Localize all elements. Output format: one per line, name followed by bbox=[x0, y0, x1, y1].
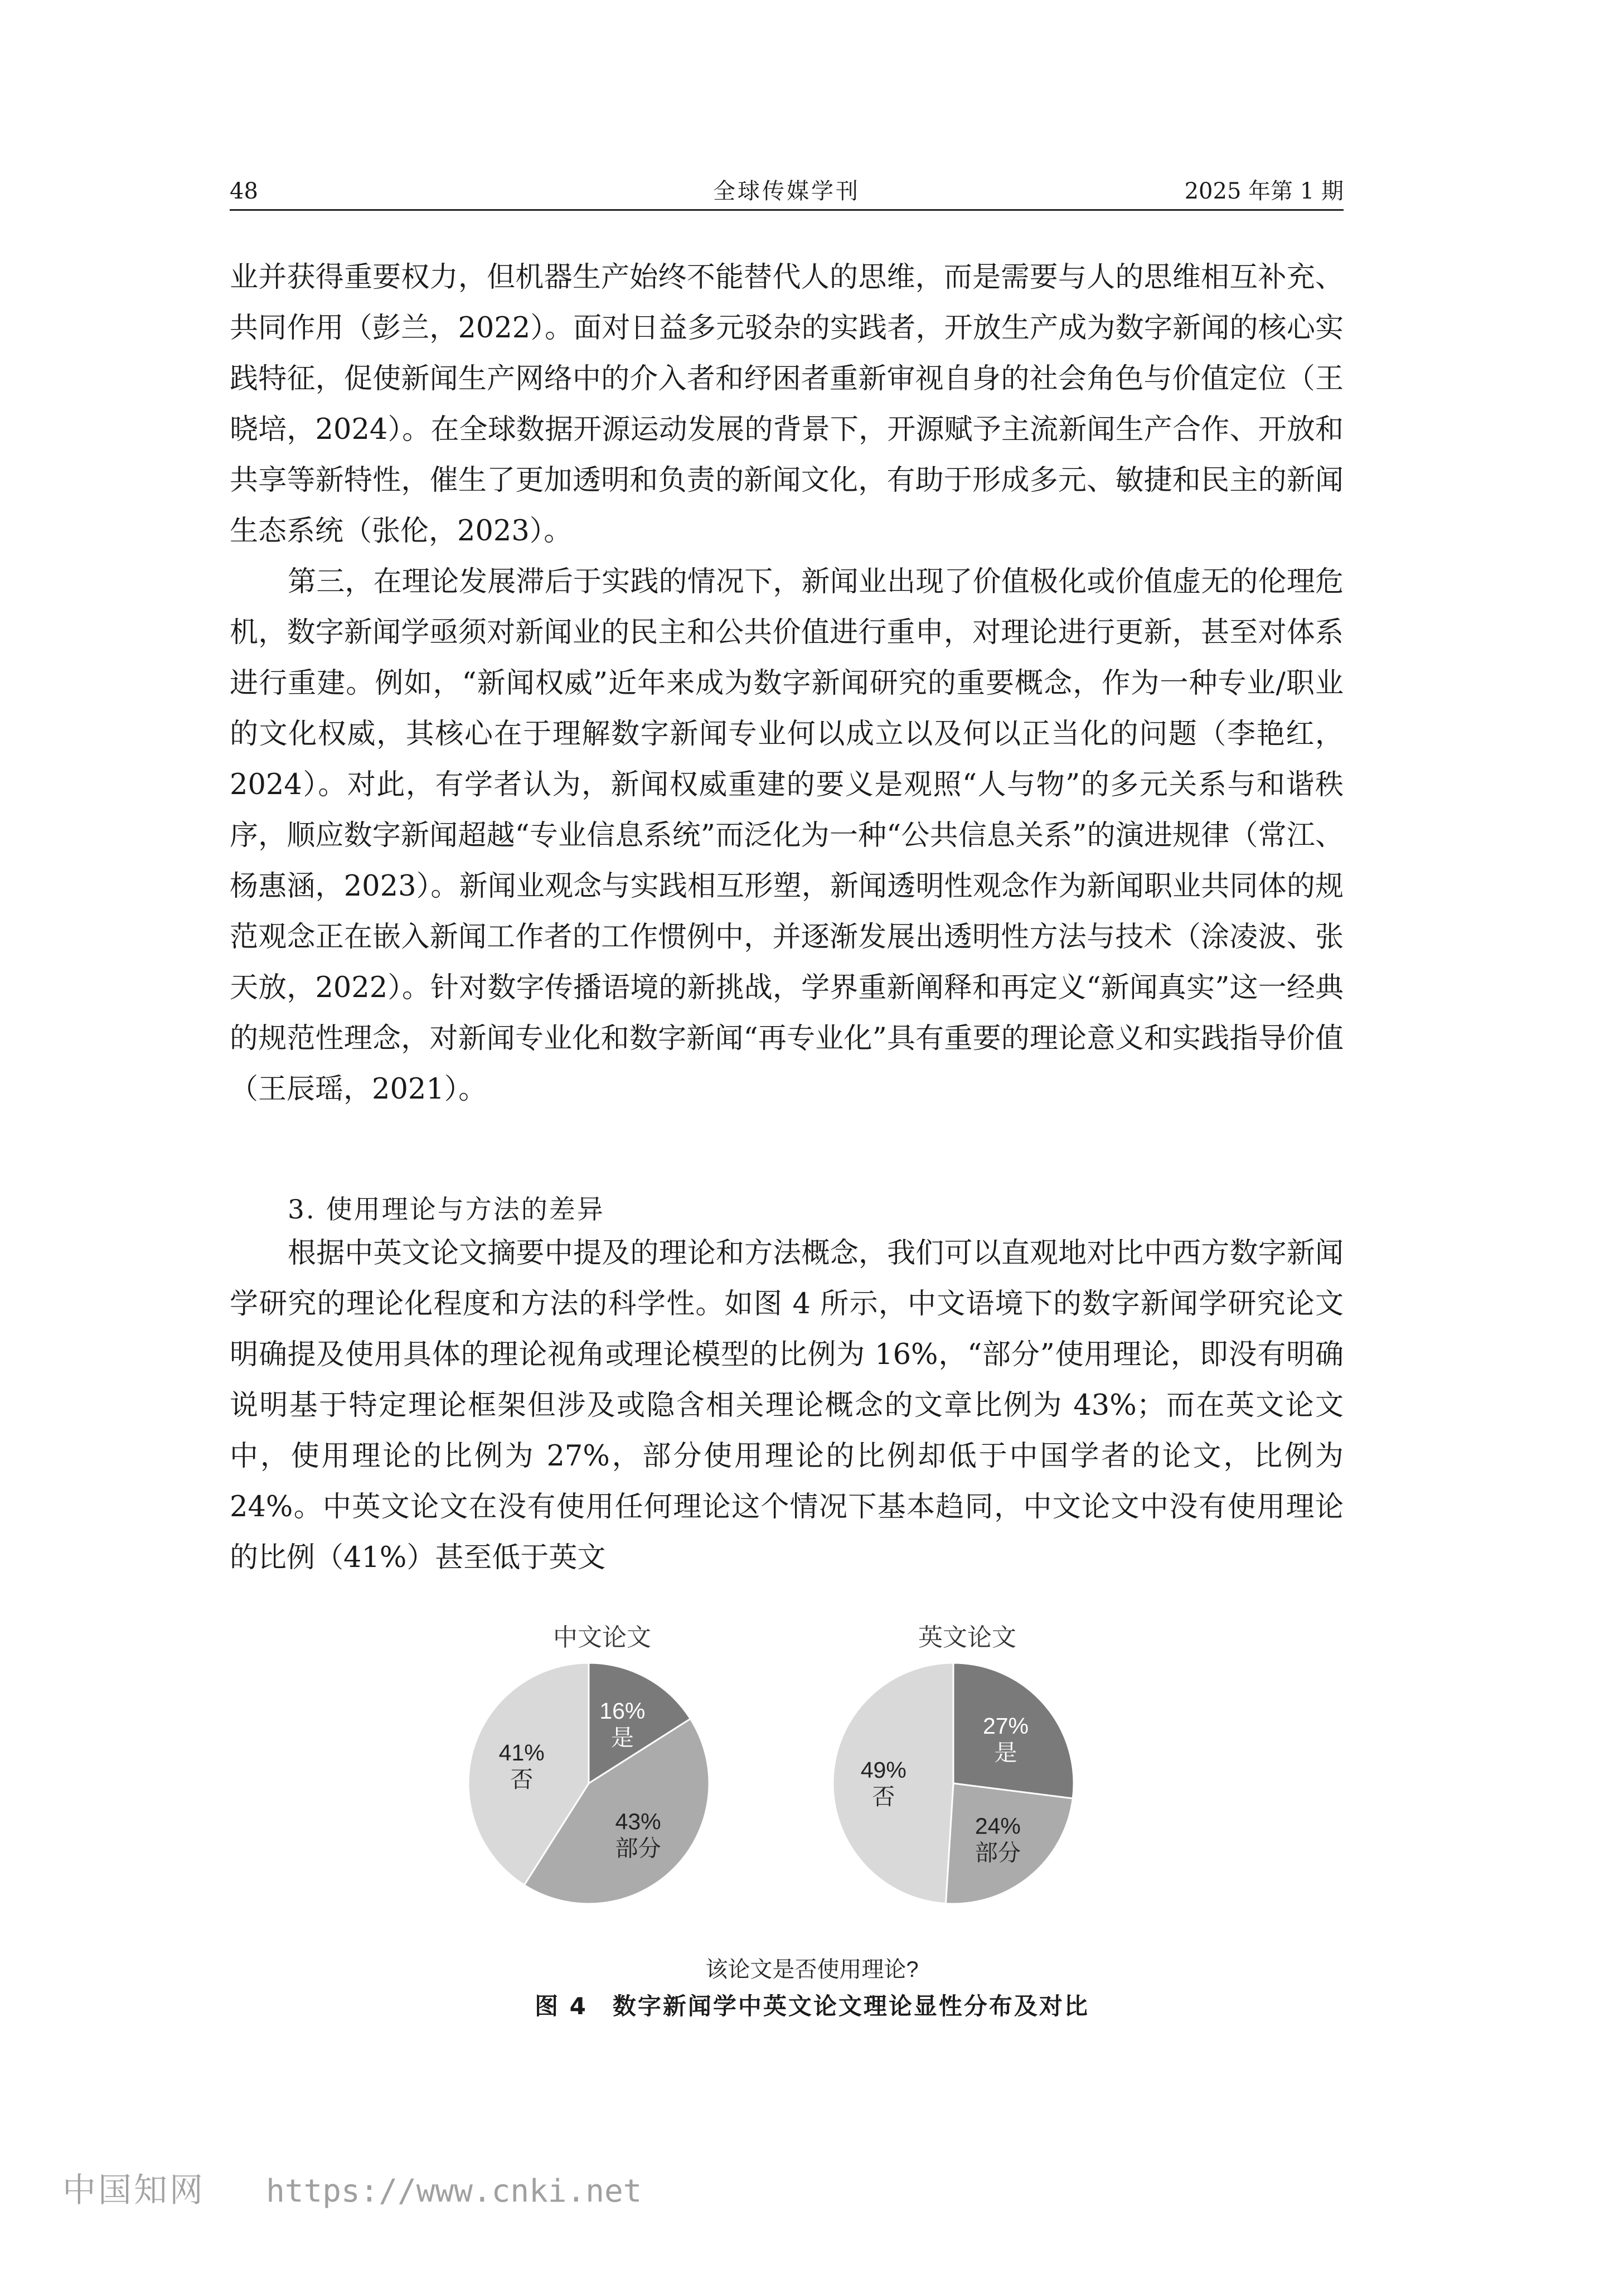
figure-caption: 图 4 数字新闻学中英文论文理论显性分布及对比 bbox=[535, 1992, 1089, 2020]
paragraph-theory-usage: 根据中英文论文摘要中提及的理论和方法概念，我们可以直观地对比中西方数字新闻学研究的理论化程度和方法的科学性。如图 4 所示，中文语境下的数字新闻学研究论文明确提及使用具体的理论视角或理论模型的比例为 16%，“部分”使用理论，即没有明确说明基于特定理论框架但涉及或隐含相关理论概念的文章比例为 43%；而在英文论文中，使用理论的比例为 27%，部分使用理论的比例却低于中国学者的论文，比例为 24%。中英文论文在没有使用任何理论这个情况下基本趋同，中文论文中没有使用理论的比例（41%）甚至低于英文 bbox=[230, 1237, 1344, 1574]
chart-subtitle: 该论文是否使用理论? bbox=[705, 1957, 919, 1982]
slice-value-label: 16% bbox=[599, 1698, 646, 1724]
pie-title-english: 英文论文 bbox=[918, 1624, 1016, 1651]
slice-category-label: 是 bbox=[610, 1725, 634, 1751]
pie-slice bbox=[833, 1663, 953, 1904]
slice-category-label: 部分 bbox=[975, 1840, 1021, 1866]
body-text bbox=[230, 252, 1344, 1115]
paragraph-continued: 业并获得重要权力，但机器生产始终不能替代人的思维，而是需要与人的思维相互补充、共同作用（彭兰，2022）。面对日益多元驳杂的实践者，开放生产成为数字新闻的核心实践特征，促使新闻生产网络中的介入者和纾困者重新审视自身的社会角色与价值定位（王晓培，2024）。在全球数据开源运动发展的背景下，开源赋予主流新闻生产合作、开放和共享等新特性，催生了更加透明和负责的新闻文化，有助于形成多元、敏捷和民主的新闻生态系统（张伦，2023）。 bbox=[230, 261, 1344, 548]
slice-value-label: 27% bbox=[982, 1713, 1029, 1739]
pie-title-chinese: 中文论文 bbox=[553, 1624, 651, 1651]
cnki-url: https://www.cnki.net bbox=[266, 2173, 642, 2209]
pie-chart-chinese bbox=[466, 1661, 711, 1906]
slice-category-label: 是 bbox=[994, 1740, 1017, 1766]
slice-value-label: 49% bbox=[860, 1757, 906, 1783]
slice-category-label: 否 bbox=[510, 1767, 534, 1793]
issue-label: 2025 年第 1 期 bbox=[1184, 178, 1344, 204]
cnki-site-name: 中国知网 bbox=[62, 2171, 205, 2210]
slice-category-label: 部分 bbox=[615, 1835, 661, 1861]
paragraph-third-point: 第三，在理论发展滞后于实践的情况下，新闻业出现了价值极化或价值虚无的伦理危机，数字新闻学亟须对新闻业的民主和公共价值进行重申，对理论进行更新，甚至对体系进行重建。例如，“新闻权威”近年来成为数字新闻研究的重要概念，作为一种专业/职业的文化权威，其核心在于理解数字新闻专业何以成立以及何以正当化的问题（李艳红，2024）。对此，有学者认为，新闻权威重建的要义是观照“人与物”的多元关系与和谐秩序，顺应数字新闻超越“专业信息系统”而泛化为一种“公共信息关系”的演进规律（常江、杨惠涵，2023）。新闻业观念与实践相互形塑，新闻透明性观念作为新闻职业共同体的规范观念正在嵌入新闻工作者的工作惯例中，并逐渐发展出透明性方法与技术（涂凌波、张天放，2022）。针对数字传播语境的新挑战，学界重新阐释和再定义“新闻真实”这一经典的规范性理念，对新闻专业化和数字新闻“再专业化”具有重要的理论意义和实践指导价值（王辰瑶，2021）。 bbox=[230, 565, 1344, 1106]
slice-value-label: 41% bbox=[498, 1740, 545, 1766]
slice-value-label: 24% bbox=[975, 1813, 1021, 1839]
slice-category-label: 否 bbox=[872, 1784, 895, 1810]
pie-chart-english bbox=[831, 1661, 1076, 1906]
journal-title: 全球传媒学刊 bbox=[713, 178, 860, 204]
page-number: 48 bbox=[230, 178, 258, 204]
slice-value-label: 43% bbox=[615, 1808, 661, 1835]
figure-4 bbox=[0, 1617, 1624, 2074]
running-header bbox=[230, 176, 1344, 211]
section-heading: 3. 使用理论与方法的差异 bbox=[288, 1194, 605, 1225]
cnki-watermark bbox=[62, 2164, 642, 2212]
